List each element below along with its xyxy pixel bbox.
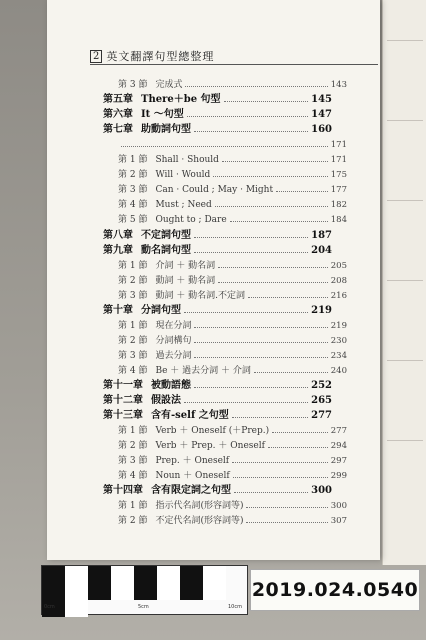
leader-dots bbox=[246, 507, 327, 508]
toc-entry-title: It ～句型 bbox=[141, 109, 184, 121]
leader-dots bbox=[194, 237, 308, 238]
checker-square bbox=[65, 566, 88, 583]
checker-square bbox=[88, 583, 111, 600]
toc-entry-page: 145 bbox=[311, 94, 332, 106]
leader-dots bbox=[233, 477, 328, 478]
leader-dots bbox=[232, 462, 328, 463]
toc-entry-page: 216 bbox=[330, 290, 347, 301]
toc-entry-title: Noun ＋ Oneself bbox=[155, 471, 230, 482]
toc-entry-title: Ought to ; Dare bbox=[155, 215, 227, 226]
toc-entry-title: 被動語態 bbox=[151, 380, 191, 391]
toc-entry-page: 297 bbox=[330, 456, 347, 467]
toc-entry-page: 252 bbox=[311, 380, 332, 391]
toc-entry-page: 240 bbox=[330, 365, 347, 376]
toc-entry-page: 300 bbox=[311, 485, 332, 497]
toc-entry-page: 205 bbox=[330, 260, 347, 271]
toc-entry-title: 不定詞句型 bbox=[141, 229, 191, 241]
toc-chapter-row bbox=[103, 90, 332, 105]
toc-entry-number: 第十二章 bbox=[103, 395, 143, 407]
toc-entry-page: 171 bbox=[330, 140, 347, 151]
leader-dots bbox=[230, 221, 328, 222]
leader-dots bbox=[248, 297, 328, 298]
leader-dots bbox=[213, 176, 328, 177]
leader-dots bbox=[184, 312, 308, 313]
toc-entry-number: 第五章 bbox=[103, 94, 133, 106]
toc-entry-page: 171 bbox=[330, 155, 347, 166]
leader-dots bbox=[218, 282, 328, 283]
toc-chapter-row bbox=[103, 120, 332, 135]
toc-section-row bbox=[118, 286, 347, 301]
toc-section-row bbox=[118, 346, 347, 361]
toc-entry-page: 175 bbox=[330, 170, 347, 181]
toc-section-row bbox=[118, 195, 347, 210]
leader-dots bbox=[276, 191, 328, 192]
toc-entry-number: 第六章 bbox=[103, 109, 133, 121]
checker-square bbox=[203, 583, 226, 600]
toc-entry-number: 第 4 節 bbox=[118, 200, 148, 211]
leader-dots bbox=[194, 131, 308, 132]
checker-square bbox=[134, 566, 157, 583]
toc-entry-number: 第八章 bbox=[103, 229, 133, 241]
toc-entry-title: 現在分詞 bbox=[155, 320, 192, 331]
toc-entry-number: 第 4 節 bbox=[118, 471, 148, 482]
adjacent-page bbox=[382, 0, 426, 565]
toc-entry-title: Verb ＋ Prep. ＋ Oneself bbox=[155, 441, 265, 452]
toc-entry-number: 第 2 節 bbox=[118, 170, 148, 181]
toc-entry-number: 第 1 節 bbox=[118, 320, 148, 331]
toc-entry-number: 第 1 節 bbox=[118, 501, 148, 512]
toc-chapter-row bbox=[103, 481, 332, 496]
toc-entry-page: 177 bbox=[330, 185, 347, 196]
toc-entry-page: 160 bbox=[311, 124, 332, 136]
toc-chapter-row bbox=[103, 301, 332, 316]
toc-section-row bbox=[118, 180, 347, 195]
toc-entry-page: 265 bbox=[311, 395, 332, 407]
toc-entry-title: Verb ＋ Oneself (＋Prep.) bbox=[155, 426, 270, 437]
toc-section-row bbox=[118, 135, 347, 150]
toc-entry-page: 294 bbox=[330, 441, 347, 452]
toc-entry-number: 第 5 節 bbox=[118, 215, 148, 226]
toc-entry-number: 第 2 節 bbox=[118, 275, 148, 286]
toc-chapter-row bbox=[103, 406, 332, 421]
checker-square bbox=[180, 583, 203, 600]
toc-entry-title: Be ＋ 過去分詞 ＋ 介詞 bbox=[155, 365, 251, 376]
scale-ruler bbox=[41, 565, 248, 615]
leader-dots bbox=[234, 492, 308, 493]
header-rule bbox=[90, 64, 378, 65]
toc-section-row bbox=[118, 256, 347, 271]
toc-entry-title: Shall · Should bbox=[155, 155, 219, 166]
toc-section-row bbox=[118, 210, 347, 225]
leader-dots bbox=[194, 357, 327, 358]
leader-dots bbox=[194, 252, 308, 253]
toc-entry-title: 動詞 ＋ 動名詞.不定詞 bbox=[155, 290, 246, 301]
toc-entry-page: 230 bbox=[330, 335, 347, 346]
toc-entry-page: 277 bbox=[330, 426, 347, 437]
leader-dots bbox=[254, 372, 328, 373]
leader-dots bbox=[232, 417, 308, 418]
toc-entry-number: 第 2 節 bbox=[118, 441, 148, 452]
checker-square bbox=[180, 566, 203, 583]
toc-section-row bbox=[118, 436, 347, 451]
toc-chapter-row bbox=[103, 241, 332, 256]
toc-section-row bbox=[118, 421, 347, 436]
toc-entry-number: 第 2 節 bbox=[118, 335, 148, 346]
toc-entry-page: 219 bbox=[330, 320, 347, 331]
toc-entry-number: 第七章 bbox=[103, 124, 133, 136]
toc-entry-number: 第 3 節 bbox=[118, 185, 148, 196]
toc-entry-number: 第十三章 bbox=[103, 410, 143, 422]
toc-section-row bbox=[118, 511, 347, 526]
toc-entry-title: 分詞構句 bbox=[155, 335, 192, 346]
toc-entry-title: 不定代名詞(形容詞等) bbox=[155, 516, 244, 527]
toc-entry-page: 299 bbox=[330, 471, 347, 482]
toc-entry-page: 300 bbox=[330, 501, 347, 512]
toc-entry-title: 含有限定詞之句型 bbox=[151, 485, 231, 497]
ruler-label: 10cm bbox=[228, 604, 242, 610]
ruler-label: 0cm bbox=[44, 604, 55, 610]
color-checker bbox=[42, 566, 247, 600]
toc-entry-number: 第十一章 bbox=[103, 380, 143, 391]
leader-dots bbox=[187, 116, 308, 117]
toc-section-row bbox=[118, 316, 347, 331]
toc-chapter-row bbox=[103, 391, 332, 406]
toc-entry-page: 182 bbox=[330, 200, 347, 211]
toc-section-row bbox=[118, 331, 347, 346]
toc-entry-title: Must ; Need bbox=[155, 200, 212, 211]
toc-entry-number: 第 3 節 bbox=[118, 350, 148, 361]
leader-dots bbox=[222, 161, 328, 162]
toc-section-row bbox=[118, 361, 347, 376]
toc-entry-page: 307 bbox=[330, 516, 347, 527]
toc-entry-page: 187 bbox=[311, 229, 332, 241]
page-header bbox=[90, 48, 214, 64]
leader-dots bbox=[194, 327, 327, 328]
leader-dots bbox=[272, 432, 328, 433]
toc-entry-page: 184 bbox=[330, 215, 347, 226]
toc-entry-title: 動詞 ＋ 動名詞 bbox=[155, 275, 216, 286]
checker-square bbox=[88, 566, 111, 583]
leader-dots bbox=[194, 342, 327, 343]
toc-entry-title: 過去分詞 bbox=[155, 350, 192, 361]
running-title: 英文翻譯句型總整理 bbox=[106, 50, 215, 63]
toc-section-row bbox=[118, 496, 347, 511]
accession-number-label: 2019.024.0540 bbox=[250, 569, 420, 611]
leader-dots bbox=[215, 206, 328, 207]
toc-chapter-row bbox=[103, 226, 332, 241]
toc-entry-title: There＋be 句型 bbox=[141, 94, 221, 106]
toc-entry-title: 分詞句型 bbox=[141, 304, 181, 316]
leader-dots bbox=[184, 402, 308, 403]
checker-square bbox=[134, 583, 157, 600]
toc-entry-title: 助動詞句型 bbox=[141, 124, 191, 136]
leader-dots bbox=[185, 86, 327, 87]
toc-entry-number: 第 1 節 bbox=[118, 155, 148, 166]
leader-dots bbox=[224, 101, 309, 102]
checker-square bbox=[42, 566, 65, 583]
leader-dots bbox=[121, 146, 328, 147]
toc-chapter-row bbox=[103, 105, 332, 120]
toc-entry-title: 介詞 ＋ 動名詞 bbox=[155, 260, 216, 271]
leader-dots bbox=[246, 522, 327, 523]
ruler-label: 5cm bbox=[138, 604, 149, 610]
toc-section-row bbox=[118, 271, 347, 286]
toc-entry-page: 147 bbox=[311, 109, 332, 121]
toc-entry-number: 第 3 節 bbox=[118, 80, 148, 90]
checker-square bbox=[157, 583, 180, 600]
toc-entry-page: 208 bbox=[330, 275, 347, 286]
page-number: 2 bbox=[90, 50, 102, 63]
toc-entry-page: 219 bbox=[311, 304, 332, 316]
toc-entry-number: 第 3 節 bbox=[118, 456, 148, 467]
toc-entry-title: 動名詞句型 bbox=[141, 244, 191, 256]
toc-entry-number: 第 4 節 bbox=[118, 365, 148, 376]
toc-entry-number: 第 3 節 bbox=[118, 290, 148, 301]
toc-entry-number: 第十四章 bbox=[103, 485, 143, 497]
checker-square bbox=[157, 566, 180, 583]
checker-square bbox=[65, 583, 88, 600]
toc-section-row bbox=[118, 165, 347, 180]
toc-entry-number: 第 2 節 bbox=[118, 516, 148, 527]
toc-entry-page: 204 bbox=[311, 244, 332, 256]
toc-entry-number: 第九章 bbox=[103, 244, 133, 256]
toc-entry-title: Can · Could ; May · Might bbox=[155, 185, 274, 196]
toc-section-row bbox=[118, 466, 347, 481]
toc-section-row bbox=[118, 75, 347, 90]
checker-square bbox=[111, 583, 134, 600]
checker-square bbox=[203, 566, 226, 583]
toc-entry-page: 143 bbox=[330, 80, 347, 90]
leader-dots bbox=[218, 267, 328, 268]
toc-entry-title: Will · Would bbox=[155, 170, 211, 181]
toc-entry-title: 假設法 bbox=[151, 395, 181, 407]
toc-entry-title: 完成式 bbox=[155, 80, 183, 90]
toc-entry-page: 234 bbox=[330, 350, 347, 361]
toc-entry-number: 第 1 節 bbox=[118, 426, 148, 437]
toc-section-row bbox=[118, 451, 347, 466]
toc-chapter-row bbox=[103, 376, 332, 391]
toc-entry-number: 第十章 bbox=[103, 304, 133, 316]
toc-section-row bbox=[118, 150, 347, 165]
toc-entry-title: Prep. ＋ Oneself bbox=[155, 456, 230, 467]
checker-square bbox=[65, 600, 88, 617]
toc-entry-title: 含有-self 之句型 bbox=[151, 410, 229, 422]
leader-dots bbox=[194, 387, 308, 388]
toc-entry-page: 277 bbox=[311, 410, 332, 422]
leader-dots bbox=[268, 447, 328, 448]
checker-square bbox=[42, 583, 65, 600]
checker-square bbox=[111, 566, 134, 583]
toc-entry-title: 指示代名詞(形容詞等) bbox=[155, 501, 244, 512]
toc-entry-number: 第 1 節 bbox=[118, 260, 148, 271]
